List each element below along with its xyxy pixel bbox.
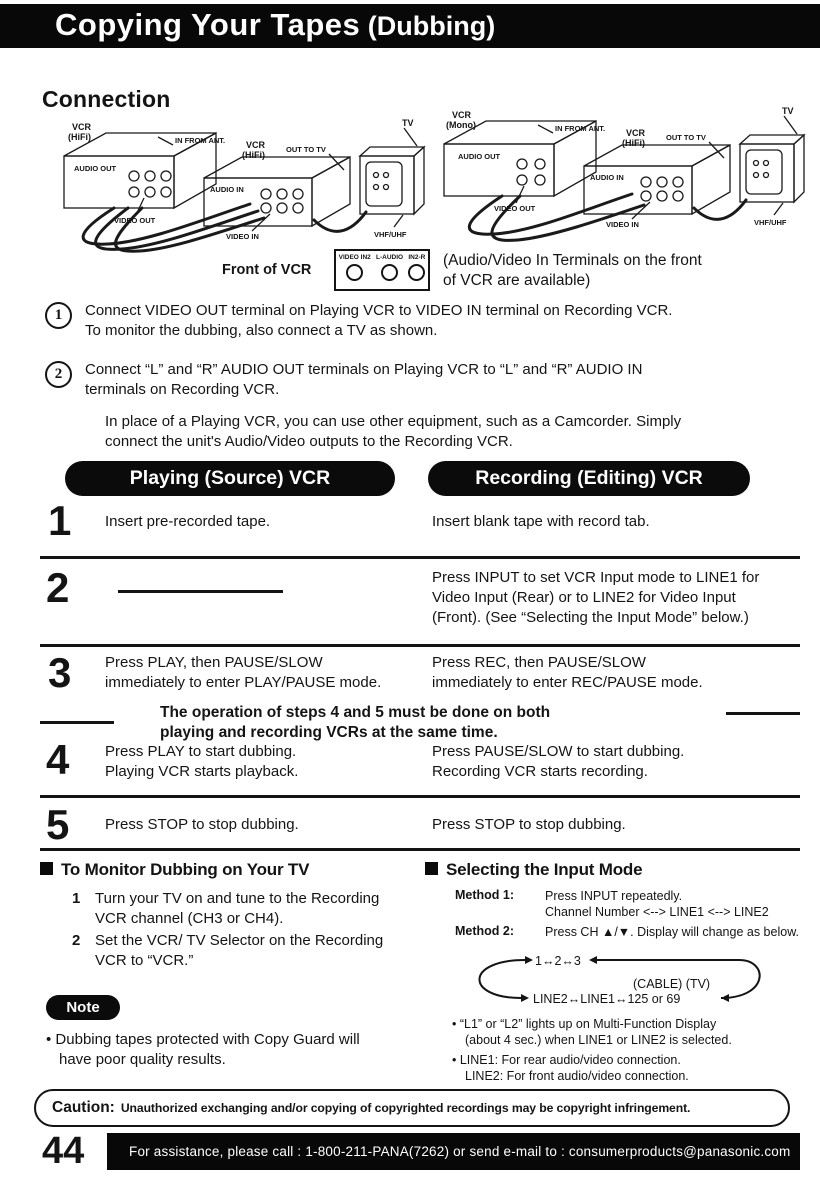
- label-audio-in: AUDIO IN: [590, 173, 624, 182]
- label-recording-vcr-type: (HiFi): [242, 150, 265, 160]
- label-audio-out: AUDIO OUT: [74, 164, 117, 173]
- label-recording-vcr: VCR: [626, 128, 646, 138]
- partial-divider-right: [726, 712, 800, 715]
- av-terminals-caption: (Audio/Video In Terminals on the front of VCR are available): [443, 252, 702, 290]
- step-number: 2: [46, 564, 70, 611]
- playing-cell: Press PLAY to start dubbing. Playing VCR starts playback.: [105, 743, 299, 780]
- caution-box: [34, 1089, 790, 1127]
- step-number: 1: [48, 497, 72, 544]
- input-mode-bullet: • LINE1: For rear audio/video connection. LINE2: For front audio/video connection.: [452, 1052, 815, 1085]
- playing-cell: Press STOP to stop dubbing.: [105, 816, 299, 833]
- label-out-to-tv: OUT TO TV: [286, 145, 326, 154]
- note-bullet-text: • Dubbing tapes protected with Copy Guard will have poor quality results.: [46, 1030, 409, 1070]
- page-number: 44: [42, 1130, 85, 1172]
- connection-step-2-text: Connect “L” and “R” AUDIO OUT terminals on Playing VCR to “L” and “R” AUDIO IN terminals on Recording VCR.: [85, 361, 643, 398]
- rca-jack-icon: [408, 264, 425, 281]
- step-number: 5: [46, 801, 70, 848]
- connection-diagram-mono: [432, 100, 806, 242]
- sync-note: The operation of steps 4 and 5 must be done on both playing and recording VCRs at the same time.: [160, 704, 551, 742]
- label-video-out: VIDEO OUT: [114, 216, 156, 225]
- label-tv: TV: [402, 118, 414, 128]
- caution-label: Caution:: [52, 1099, 115, 1116]
- method1-text: Press INPUT repeatedly. Channel Number <--> LINE1 <--> LINE2: [545, 889, 769, 920]
- page-title-suffix: (Dubbing): [360, 11, 496, 41]
- page-title: Copying Your Tapes: [55, 7, 361, 42]
- connection-diagram-hifi: [52, 112, 426, 254]
- label-playing-vcr: VCR: [72, 122, 92, 132]
- recording-vcr-header: Recording (Editing) VCR: [428, 461, 750, 496]
- label-playing-vcr-type: (HiFi): [68, 132, 91, 142]
- label-audio-out: AUDIO OUT: [458, 152, 501, 161]
- av-cables: [469, 194, 746, 240]
- method1-label: Method 1:: [455, 888, 515, 902]
- input-mode-bullet: • “L1” or “L2” lights up on Multi-Function Display (about 4 sec.) when LINE1 or LINE2 is selected.: [452, 1016, 815, 1049]
- step-number: 4: [46, 736, 70, 783]
- rca-jack-icon: [381, 264, 398, 281]
- label-in-from-ant: IN FROM ANT.: [555, 124, 606, 133]
- row-divider: [40, 795, 800, 798]
- terminal-l-audio: [376, 254, 403, 289]
- recording-cell: Press STOP to stop dubbing.: [432, 816, 626, 833]
- title-bar: [0, 4, 820, 48]
- square-bullet-icon: [40, 862, 53, 875]
- terminal-label: IN2-R: [408, 254, 426, 261]
- footer-bar: [107, 1133, 800, 1170]
- row-divider: [40, 644, 800, 647]
- camcorder-note: In place of a Playing VCR, you can use other equipment, such as a Camcorder. Simply connect the unit's Audio/Video outputs to the Recording VCR.: [105, 413, 682, 450]
- blank-dash: [118, 590, 283, 593]
- label-video-out: VIDEO OUT: [494, 204, 536, 213]
- label-video-in: VIDEO IN: [226, 232, 259, 241]
- caution-text: Unauthorized exchanging and/or copying of copyrighted recordings may be copyright infringement.: [120, 1101, 691, 1115]
- connection-step-2-number: 2: [45, 361, 72, 388]
- recording-cell: Insert blank tape with record tab.: [432, 513, 650, 530]
- label-vhf-uhf: VHF/UHF: [374, 230, 407, 239]
- av-cables: [83, 204, 366, 251]
- cycle-bottom-text: LINE2↔LINE1↔125 or 69: [533, 992, 681, 1006]
- label-tv: TV: [782, 106, 794, 116]
- method2-text: Press CH ▲/▼. Display will change as below.: [545, 925, 800, 939]
- cycle-top-text: 1↔2↔3: [535, 954, 581, 968]
- playing-cell: Insert pre-recorded tape.: [105, 513, 271, 530]
- recording-cell: Press INPUT to set VCR Input mode to LINE1 for Video Input (Rear) or to LINE2 for Video Input (Front). (See “Selecting the Input Mode” below.): [432, 569, 760, 626]
- front-panel-box: [334, 249, 430, 291]
- label-in-from-ant: IN FROM ANT.: [175, 136, 226, 145]
- label-recording-vcr: VCR: [246, 140, 266, 150]
- monitor-item-number: 1: [72, 890, 81, 907]
- front-of-vcr-label: Front of VCR: [222, 262, 312, 278]
- terminal-video-in2: [339, 254, 371, 289]
- label-vhf-uhf: VHF/UHF: [754, 218, 787, 227]
- cycle-cable-tv-label: (CABLE) (TV): [633, 977, 711, 991]
- rca-jack-icon: [346, 264, 363, 281]
- input-mode-heading-text: Selecting the Input Mode: [446, 860, 643, 879]
- method2-label: Method 2:: [455, 924, 515, 938]
- label-recording-vcr-type: (HiFi): [622, 138, 645, 148]
- connection-heading: Connection: [42, 86, 171, 112]
- label-playing-vcr: VCR: [452, 110, 472, 120]
- monitor-heading: [40, 860, 309, 880]
- monitor-item-text: Set the VCR/ TV Selector on the Recording VCR to “VCR.”: [95, 932, 384, 969]
- recording-cell: Press REC, then PAUSE/SLOW immediately to enter REC/PAUSE mode.: [432, 654, 703, 691]
- square-bullet-icon: [425, 862, 438, 875]
- label-playing-vcr-type: (Mono): [446, 120, 476, 130]
- row-divider: [40, 556, 800, 559]
- footer-assistance-text: For assistance, please call : 1-800-211-PANA(7262) or send e-mail to : consumerproducts@panasonic.com: [129, 1144, 791, 1159]
- terminal-in2-r: [408, 254, 425, 289]
- row-divider: [40, 848, 800, 851]
- partial-divider-left: [40, 721, 114, 724]
- label-out-to-tv: OUT TO TV: [666, 133, 706, 142]
- note-pill: Note: [46, 995, 120, 1020]
- input-mode-heading: [425, 860, 642, 880]
- monitor-heading-text: To Monitor Dubbing on Your TV: [61, 860, 310, 879]
- playing-vcr-header: Playing (Source) VCR: [65, 461, 395, 496]
- label-audio-in: AUDIO IN: [210, 185, 244, 194]
- label-video-in: VIDEO IN: [606, 220, 639, 229]
- monitor-item-text: Turn your TV on and tune to the Recording VCR channel (CH3 or CH4).: [95, 890, 380, 927]
- monitor-item-number: 2: [72, 932, 81, 949]
- connection-step-1-number: 1: [45, 302, 72, 329]
- step-number: 3: [48, 649, 72, 696]
- terminal-label: VIDEO IN2: [338, 254, 371, 261]
- connection-step-1-text: Connect VIDEO OUT terminal on Playing VCR to VIDEO IN terminal on Recording VCR. To monitor the dubbing, also connect a TV as shown.: [85, 302, 673, 339]
- input-cycle-diagram: [437, 948, 767, 1010]
- recording-cell: Press PAUSE/SLOW to start dubbing. Recording VCR starts recording.: [432, 743, 685, 780]
- terminal-label: L-AUDIO: [376, 254, 404, 261]
- playing-cell: Press PLAY, then PAUSE/SLOW immediately to enter PLAY/PAUSE mode.: [105, 654, 382, 691]
